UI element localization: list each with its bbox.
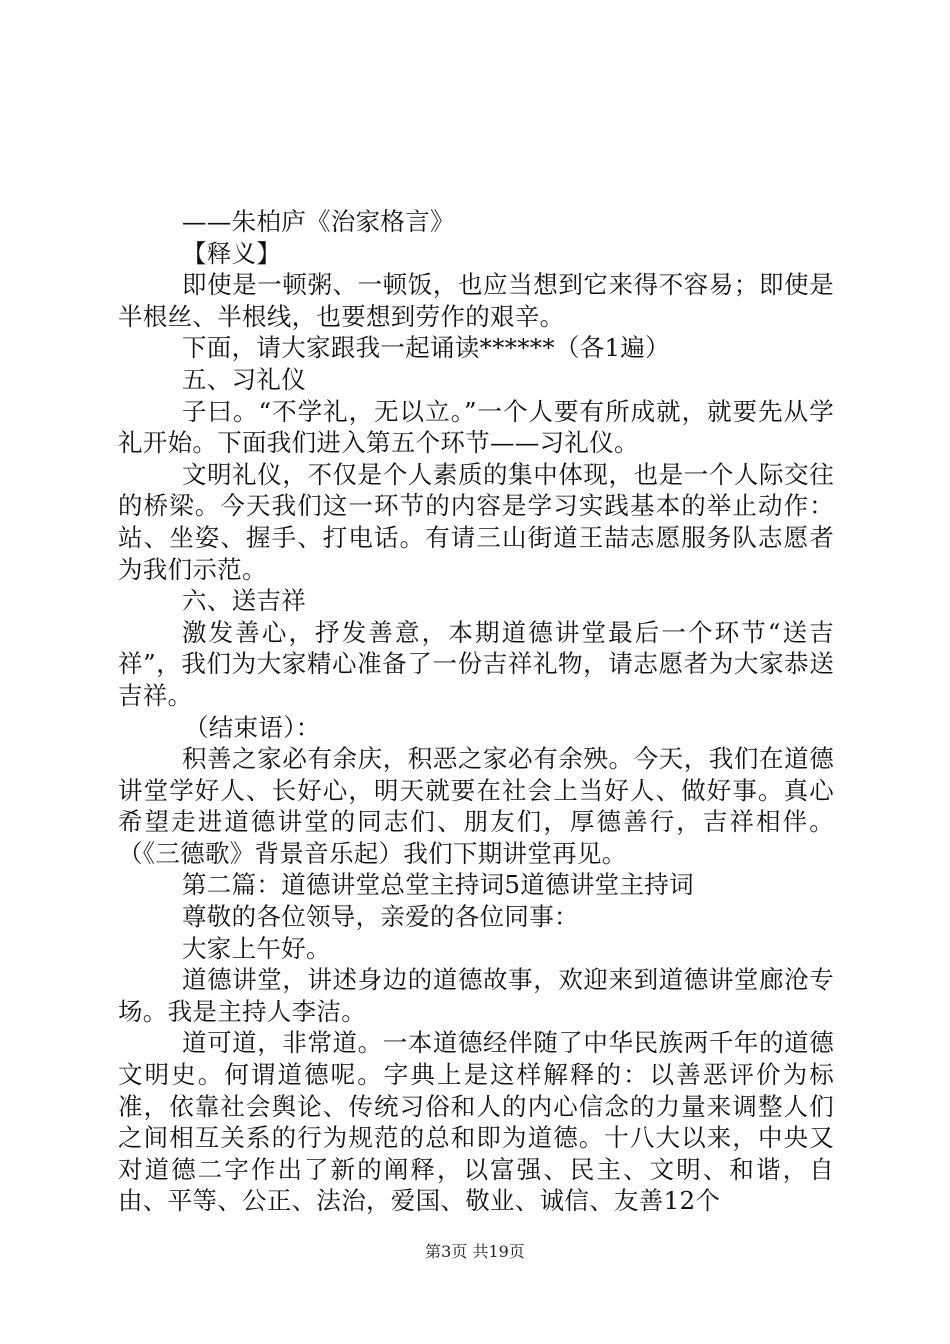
- chapter-heading-part-two: 第二篇：道德讲堂总堂主持词5道德讲堂主持词: [182, 870, 694, 900]
- paragraph-confucius-quote: 子曰。“不学礼，无以立。”一个人要有所成就，就要先从学礼开始。下面我们进入第五个环节——习礼仪。: [118, 396, 834, 458]
- paragraph-morality-definition: 道可道，非常道。一本道德经伴随了中华民族两千年的道德文明史。何谓道德呢。字典上是这样解释的：以善恶评价为标准，依靠社会舆论、传统习俗和人的内心信念的力量来调整人们之间相互关系的行为规范的总和即为道德。十八大以来，中央又对道德二字作出了新的阐释，以富强、民主、文明、和谐，自由、平等、公正、法治，爱国、敬业、诚信、友善12个: [118, 1028, 834, 1216]
- section-heading-blessing: 六、送吉祥: [182, 586, 306, 616]
- paragraph-greeting: 尊敬的各位领导，亲爱的各位同事：: [182, 902, 579, 932]
- paragraph-interpretation: 即使是一顿粥、一顿饭，也应当想到它来得不容易；即使是半根丝、半根线，也要想到劳作的艰辛。: [118, 270, 834, 331]
- paragraph-host-intro: 道德讲堂，讲述身边的道德故事，欢迎来到道德讲堂廊沧专场。我是主持人李洁。: [118, 965, 834, 1026]
- section-heading-interpretation: 【释义】: [182, 238, 282, 268]
- section-heading-closing: （结束语）：: [184, 712, 321, 742]
- document-body: [118, 206, 834, 1217]
- section-heading-etiquette: 五、习礼仪: [182, 364, 306, 394]
- paragraph-closing: 积善之家必有余庆，积恶之家必有余殃。今天，我们在道德讲堂学好人、长好心，明天就要在社会上当好人、做好事。真心希望走进道德讲堂的同志们、朋友们，厚德善行，吉祥相伴。（《三德歌》背景音乐起）我们下期讲堂再见。: [118, 744, 834, 868]
- paragraph-recite-instruction: 下面，请大家跟我一起诵读******（各1遍）: [182, 333, 670, 363]
- page-number-footer: 第3页 共19页: [425, 1242, 525, 1261]
- paragraph-blessing: 激发善心，抒发善意，本期道德讲堂最后一个环节“送吉祥”，我们为大家精心准备了一份吉祥礼物，请志愿者为大家恭送吉祥。: [118, 617, 834, 710]
- quote-attribution: ——朱柏庐《治家格言》: [182, 207, 455, 236]
- paragraph-civil-etiquette: 文明礼仪，不仅是个人素质的集中体现，也是一个人际交往的桥梁。今天我们这一环节的内容是学习实践基本的举止动作：站、坐姿、握手、打电话。有请三山街道王喆志愿服务队志愿者为我们示范。: [118, 459, 834, 584]
- paragraph-good-morning: 大家上午好。: [182, 933, 331, 963]
